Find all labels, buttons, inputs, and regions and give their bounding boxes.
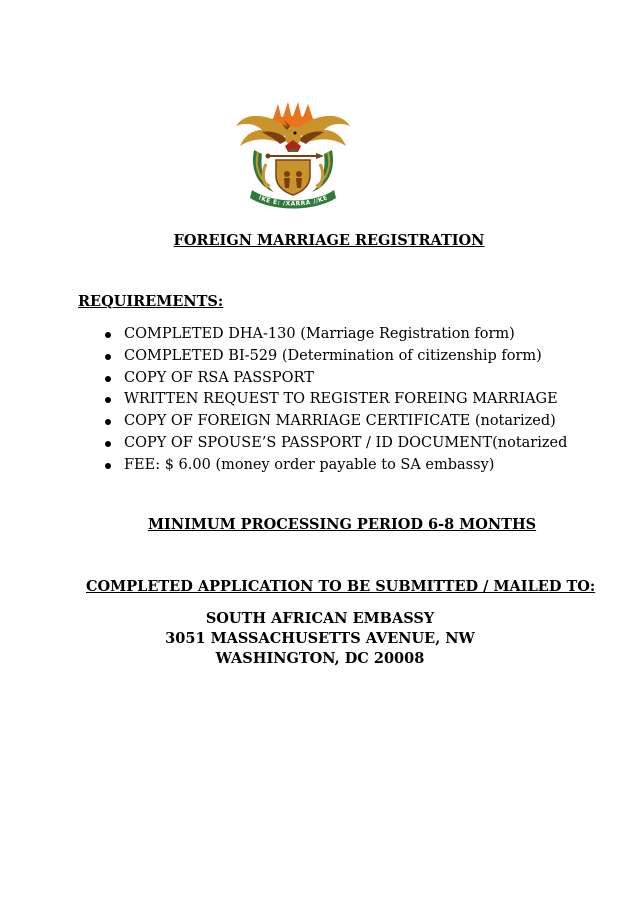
requirements-list bbox=[103, 324, 567, 477]
processing-period-heading: MINIMUM PROCESSING PERIOD 6-8 MONTHS bbox=[148, 516, 537, 533]
submission-heading: COMPLETED APPLICATION TO BE SUBMITTED / MAILED TO: bbox=[86, 578, 596, 595]
address-line-3: WASHINGTON, DC 20008 bbox=[215, 650, 425, 667]
spear-and-knobkierie-icon bbox=[266, 153, 325, 159]
list-item: COPY OF SPOUSE’S PASSPORT / ID DOCUMENT(notarized bbox=[103, 433, 567, 455]
svg-text:!KE E: /XARRA //KE bbox=[257, 194, 329, 207]
page-title bbox=[0, 232, 640, 249]
list-item: COMPLETED DHA-130 (Marriage Registration form) bbox=[103, 324, 567, 346]
list-item: WRITTEN REQUEST TO REGISTER FOREING MARRIAGE bbox=[103, 389, 567, 411]
shield-icon bbox=[276, 160, 310, 195]
page-title-text: FOREIGN MARRIAGE REGISTRATION bbox=[173, 232, 485, 249]
mailing-address bbox=[0, 609, 640, 669]
address-line-1: SOUTH AFRICAN EMBASSY bbox=[205, 610, 435, 627]
motto-text: !KE E: /XARRA //KE bbox=[257, 194, 329, 208]
address-line-2: 3051 MASSACHUSETTS AVENUE, NW bbox=[165, 630, 475, 647]
coat-of-arms-emblem bbox=[232, 100, 354, 210]
list-item: COPY OF FOREIGN MARRIAGE CERTIFICATE (notarized) bbox=[103, 411, 567, 433]
list-item: COPY OF RSA PASSPORT bbox=[103, 368, 567, 390]
list-item: FEE: $ 6.00 (money order payable to SA embassy) bbox=[103, 455, 567, 477]
requirements-heading: REQUIREMENTS: bbox=[78, 293, 224, 310]
list-item: COMPLETED BI-529 (Determination of citizenship form) bbox=[103, 346, 567, 368]
